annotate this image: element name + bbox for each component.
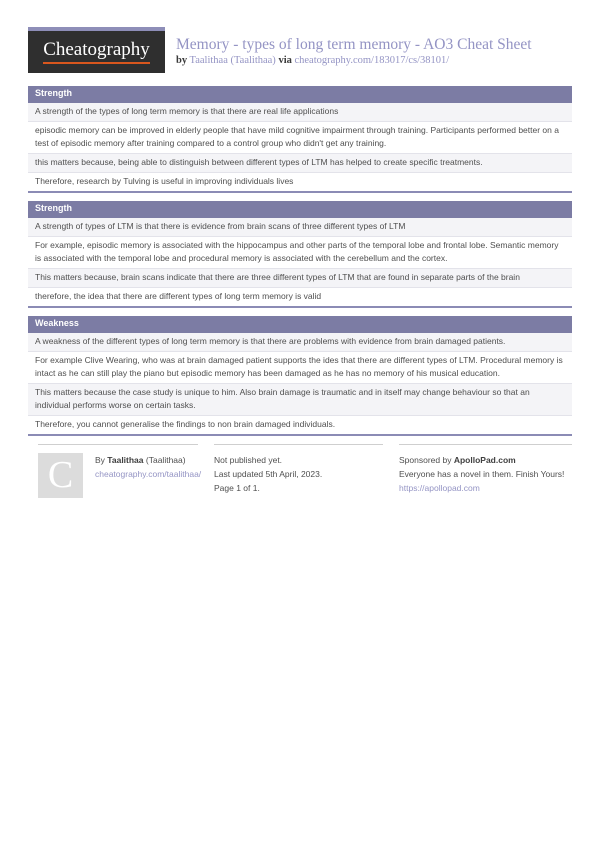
sponsor-link[interactable]: https://apollopad.com bbox=[399, 482, 480, 493]
title-block bbox=[176, 27, 532, 66]
c-logo-letter: C bbox=[47, 454, 74, 497]
byline-prefix: by bbox=[176, 54, 188, 66]
footer-author-line bbox=[95, 453, 201, 467]
section-row: A strength of types of LTM is that there is evidence from brain scans of three different types of LTM bbox=[28, 218, 572, 236]
cheatography-c-logo[interactable] bbox=[38, 453, 83, 498]
footer-by-prefix: By bbox=[95, 454, 105, 465]
section-row: This matters because, brain scans indicate that there are three different types of LTM that are found in separate parts of the brain bbox=[28, 268, 572, 287]
via-word: via bbox=[278, 54, 292, 66]
footer bbox=[38, 444, 572, 498]
page-count: Page 1 of 1. bbox=[214, 482, 260, 493]
byline bbox=[176, 55, 532, 66]
header bbox=[28, 27, 572, 73]
section-row: For example, episodic memory is associated with the hippocampus and other parts of the temporal lobe and frontal lobe. Semantic memory is associated with the temporal lobe and procedural memory is associated with the cerebellum and the cortex. bbox=[28, 236, 572, 268]
section-row: For example Clive Wearing, who was at brain damaged patient supports the ides that there are different types of LTM. Procedural memory is intact as he can still play the piano but episodic memory has been damaged as he has no memory of his musical education. bbox=[28, 351, 572, 383]
section-header: Strength bbox=[28, 201, 572, 218]
cheatography-logo[interactable] bbox=[28, 27, 165, 73]
source-link[interactable]: cheatography.com/183017/cs/38101/ bbox=[294, 54, 450, 66]
footer-author-column bbox=[38, 444, 202, 498]
section-row: Therefore, research by Tulving is useful in improving individuals lives bbox=[28, 172, 572, 191]
author-link[interactable]: Taalithaa (Taalithaa) bbox=[189, 54, 276, 66]
page-title: Memory - types of long term memory - AO3 Cheat Sheet bbox=[176, 36, 532, 53]
footer-author-name: Taalithaa bbox=[107, 454, 144, 465]
section-row: this matters because, being able to distinguish between different types of LTM has helped to create specific treatments. bbox=[28, 153, 572, 172]
section-strength-1 bbox=[28, 86, 572, 193]
section-weakness bbox=[28, 316, 572, 436]
last-updated: Last updated 5th April, 2023. bbox=[214, 468, 323, 479]
section-strength-2 bbox=[28, 201, 572, 308]
section-row: Therefore, you cannot generalise the findings to non brain damaged individuals. bbox=[28, 415, 572, 434]
section-header: Strength bbox=[28, 86, 572, 103]
logo-text: Cheatography bbox=[43, 40, 150, 64]
sponsor-tagline: Everyone has a novel in them. Finish Yours! bbox=[399, 468, 565, 479]
section-row: A weakness of the different types of long term memory is that there are problems with evidence from brain damaged patients. bbox=[28, 333, 572, 351]
section-row: therefore, the idea that there are different types of long term memory is valid bbox=[28, 287, 572, 306]
footer-sponsor-column bbox=[399, 444, 572, 498]
logo-box bbox=[28, 31, 165, 73]
footer-author-text bbox=[95, 453, 201, 498]
footer-author-link[interactable]: cheatography.com/taalithaa/ bbox=[95, 468, 202, 479]
sponsor-line bbox=[399, 453, 572, 467]
publish-status: Not published yet. bbox=[214, 454, 283, 465]
footer-author-paren: (Taalithaa) bbox=[145, 454, 186, 465]
footer-status-column bbox=[214, 444, 383, 498]
section-row: episodic memory can be improved in elderly people that have mild cognitive impairment through training. Participants performed better on a test of episodic memory after training compared to a control group who didn't get any training. bbox=[28, 121, 572, 153]
sponsor-prefix: Sponsored by bbox=[399, 454, 452, 465]
section-row: This matters because the case study is unique to him. Also brain damage is traumatic and in itself may change behaviour so that an individual performs worse on certain tasks. bbox=[28, 383, 572, 415]
sponsor-name: ApolloPad.com bbox=[453, 454, 516, 465]
section-row: A strength of the types of long term memory is that there are real life applications bbox=[28, 103, 572, 121]
section-header: Weakness bbox=[28, 316, 572, 333]
